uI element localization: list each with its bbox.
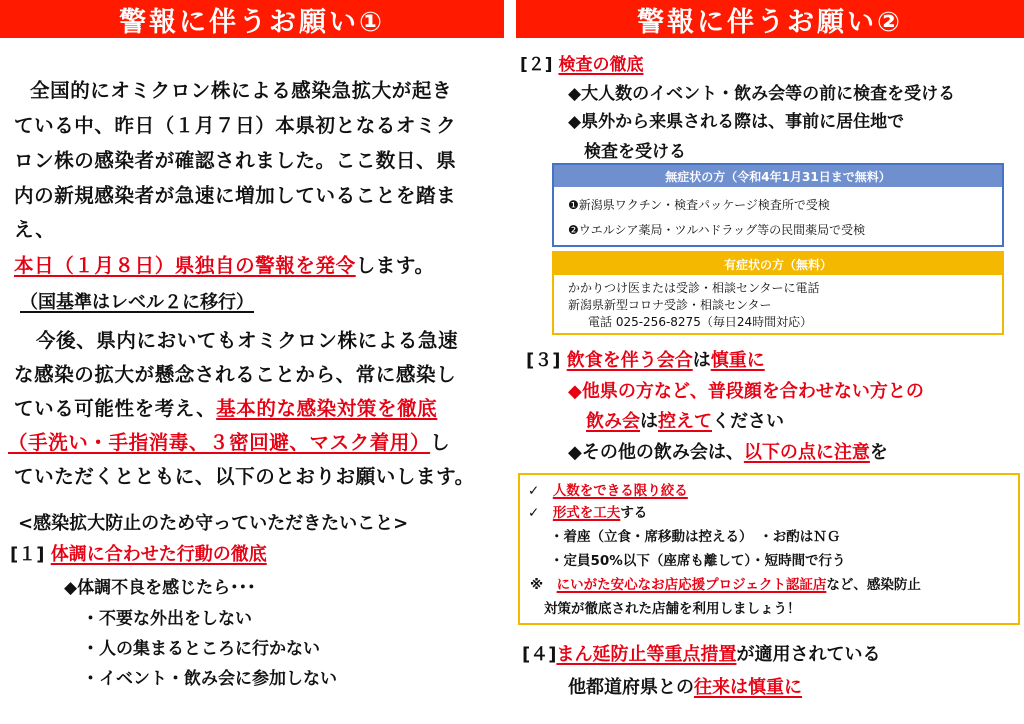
basic-measures-red: 基本的な感染対策を徹底 bbox=[216, 397, 438, 420]
item3-line-3-suffix: を bbox=[869, 442, 888, 463]
item3-title-c: 慎重に bbox=[710, 350, 765, 371]
item1-heading bbox=[10, 540, 267, 566]
item2-title: 検査の徹底 bbox=[558, 55, 644, 75]
item2-line-3: 検査を受ける bbox=[584, 142, 686, 162]
item2-line-2: ◆県外から来県される際は、事前に居住地で bbox=[568, 112, 905, 132]
item4-number: [４] bbox=[522, 644, 557, 665]
intro-line-3: ロン株の感染者が確認されました。ここ数日、県 bbox=[14, 149, 457, 172]
intro-line-4: 内の新規感染者が急速に増加していることを踏ま bbox=[14, 184, 457, 207]
item4-line-2-pre: 他都道府県との bbox=[568, 677, 694, 698]
para2-line-5: ていただくとともに、以下のとおりお願いします。 bbox=[14, 465, 475, 488]
item2-number: [２] bbox=[520, 55, 553, 75]
asymptomatic-header: 無症状の方（令和4年1月31日まで無料） bbox=[554, 165, 1002, 187]
para2-line-4 bbox=[8, 427, 450, 455]
symptomatic-line-1: かかりつけ医または受診・相談センターに電話 bbox=[568, 281, 820, 295]
item4-suffix: が適用されている bbox=[736, 644, 881, 665]
item4-red: まん延防止等重点措置 bbox=[556, 644, 737, 665]
precaution-1-text: 人数をできる限り絞る bbox=[552, 483, 688, 499]
item1-bullet-2: ・人の集まるところに行かない bbox=[82, 639, 320, 659]
symptomatic-phone: 電話 025-256-8275（毎日24時間対応） bbox=[588, 315, 813, 329]
precaution-2-text: 形式を工夫 bbox=[552, 505, 621, 521]
precaution-2 bbox=[528, 501, 647, 521]
item4-line-2-red: 往来は慎重に bbox=[694, 677, 802, 698]
item3-line-2 bbox=[586, 407, 784, 433]
alert-line bbox=[14, 250, 435, 278]
item3-line-2-mid: は bbox=[640, 411, 658, 432]
item3-heading bbox=[526, 346, 765, 372]
certified-shop-note-2: 対策が徹底された店舗を利用しましょう！ bbox=[544, 601, 801, 617]
precautions-box bbox=[518, 473, 1020, 625]
para2-line-4-suffix: し bbox=[430, 431, 451, 454]
item3-line-1: ◆他県の方など、普段顔を合わせない方との bbox=[568, 381, 924, 402]
intro-line-5: え、 bbox=[14, 218, 56, 241]
para2-line-1: 今後、県内においてもオミクロン株による急速 bbox=[36, 329, 459, 352]
item3-caution-red: 以下の点に注意 bbox=[743, 442, 870, 463]
intro-line-2: ている中、昨日（１月７日）本県初となるオミク bbox=[14, 114, 457, 137]
asymptomatic-line-2: ❷ウエルシア薬局・ツルハドラッグ等の民間薬局で受検 bbox=[568, 223, 866, 237]
item3-line-2-suffix: ください bbox=[712, 411, 784, 432]
measures-detail-red: （手洗い・手指消毒、３密回避、マスク着用） bbox=[8, 431, 431, 454]
asymptomatic-box bbox=[552, 163, 1004, 247]
right-panel bbox=[512, 0, 1024, 724]
item3-refrain-red: 控えて bbox=[658, 411, 712, 432]
precaution-1 bbox=[528, 479, 688, 499]
right-header: 警報に伴うお願い② bbox=[516, 0, 1024, 38]
alert-red-text: 本日（１月８日）県独自の警報を発令 bbox=[14, 254, 356, 277]
certified-shop-suffix: など、感染防止 bbox=[826, 577, 921, 593]
item3-number: [３] bbox=[526, 350, 561, 371]
item2-line-1: ◆大人数のイベント・飲み会等の前に検査を受ける bbox=[568, 84, 956, 104]
symptomatic-box bbox=[552, 251, 1004, 335]
alert-suffix: します。 bbox=[355, 254, 435, 277]
item4-heading bbox=[522, 640, 880, 666]
symptomatic-header: 有症状の方（無料） bbox=[554, 253, 1002, 275]
item3-line-3 bbox=[568, 438, 888, 464]
certified-shop-red: にいがた安心なお店応援プロジェクト認証店 bbox=[556, 577, 827, 593]
item2-heading bbox=[520, 50, 643, 75]
intro-line-1: 全国的にオミクロン株による感染急拡大が起き bbox=[30, 79, 453, 102]
check-icon: ✓ bbox=[528, 483, 540, 499]
item1-number: [１] bbox=[10, 544, 45, 565]
precaution-2-suffix: する bbox=[620, 505, 648, 521]
item3-title-b: は bbox=[692, 350, 711, 371]
item3-drink-red: 飲み会 bbox=[586, 411, 640, 432]
certified-shop-note bbox=[530, 573, 921, 593]
item1-bullet-1: ・不要な外出をしない bbox=[82, 609, 252, 629]
note-mark: ※ bbox=[530, 577, 544, 593]
item4-line-2 bbox=[568, 673, 802, 699]
item3-title-a: 飲食を伴う会合 bbox=[566, 350, 693, 371]
item1-title: 体調に合わせた行動の徹底 bbox=[50, 544, 267, 565]
symptomatic-line-2: 新潟県新型コロナ受診・相談センター bbox=[568, 298, 772, 312]
para2-line-3-pre: ている可能性を考え、 bbox=[14, 397, 217, 420]
national-level-note: （国基準はレベル２に移行） bbox=[20, 292, 254, 313]
para2-line-2: な感染の拡大が懸念されることから、常に感染し bbox=[14, 363, 457, 386]
check-icon: ✓ bbox=[528, 505, 540, 521]
section-heading: <感染拡大防止のため守っていただきたいこと> bbox=[18, 513, 409, 534]
precaution-seating: ・着座（立食・席移動は控える） ・お酌はＮＧ bbox=[550, 529, 841, 545]
asymptomatic-line-1: ❶新潟県ワクチン・検査パッケージ検査所で受検 bbox=[568, 198, 830, 212]
item1-bullet-3: ・イベント・飲み会に参加しない bbox=[82, 669, 337, 689]
left-header: 警報に伴うお願い① bbox=[0, 0, 504, 38]
item1-subheading: ◆体調不良を感じたら･･･ bbox=[64, 578, 256, 598]
precaution-capacity: ・定員50%以下（座席も離して）・短時間で行う bbox=[550, 553, 846, 569]
para2-line-3 bbox=[14, 393, 437, 421]
item3-line-3-pre: ◆その他の飲み会は、 bbox=[568, 442, 744, 463]
